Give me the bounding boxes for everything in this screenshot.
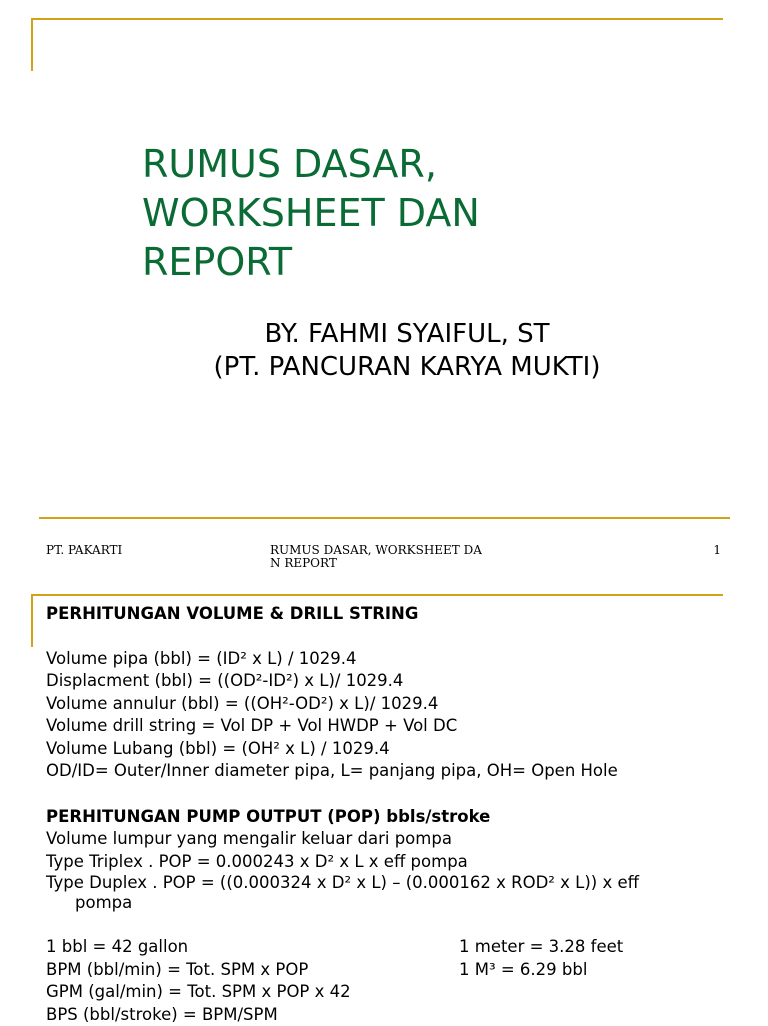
formula-line: Displacment (bbl) = ((OD²-ID²) x L)/ 1029.4	[46, 670, 736, 693]
formula-line: Type Duplex . POP = ((0.000324 x D² x L) – (0.000162 x ROD² x L)) x eff pompa	[46, 873, 695, 913]
slide1-top-rule	[32, 18, 723, 20]
slide1-footer-rule	[39, 517, 730, 519]
footer-center-line: RUMUS DASAR, WORKSHEET DA	[270, 544, 510, 557]
slide1-author	[0, 318, 768, 384]
footer-center-text	[270, 544, 510, 570]
section-heading-pump-output: PERHITUNGAN PUMP OUTPUT (POP) bbls/stroke	[46, 806, 736, 829]
formula-line: OD/ID= Outer/Inner diameter pipa, L= panjang pipa, OH= Open Hole	[46, 760, 736, 783]
slide2-left-rule	[31, 594, 33, 647]
formula-line: Volume drill string = Vol DP + Vol HWDP + Vol DC	[46, 715, 736, 738]
footer-left-text: PT. PAKARTI	[46, 544, 122, 557]
formula-line: Volume pipa (bbl) = (ID² x L) / 1029.4	[46, 648, 736, 671]
conversion-line: 1 M³ = 6.29 bbl	[459, 959, 736, 982]
author-name: BY. FAHMI SYAIFUL, ST	[0, 318, 768, 351]
formula-line: Type Triplex . POP = 0.000243 x D² x L x eff pompa	[46, 851, 736, 874]
conversion-column-right	[459, 936, 736, 1026]
title-line: WORKSHEET DAN	[142, 189, 702, 238]
section-heading-volume: PERHITUNGAN VOLUME & DRILL STRING	[46, 603, 736, 626]
conversion-line: GPM (gal/min) = Tot. SPM x POP x 42	[46, 981, 459, 1004]
formula-line: Volume annulur (bbl) = ((OH²-OD²) x L)/ 1029.4	[46, 693, 736, 716]
title-line: RUMUS DASAR,	[142, 140, 702, 189]
formula-line: Volume Lubang (bbl) = (OH² x L) / 1029.4	[46, 738, 736, 761]
conversion-table	[46, 936, 736, 1026]
slide2-content	[46, 603, 736, 1026]
conversion-line: BPM (bbl/min) = Tot. SPM x POP	[46, 959, 459, 982]
slide1-left-rule	[31, 18, 33, 71]
spacer	[46, 913, 736, 936]
spacer	[46, 783, 736, 806]
slide2-top-rule	[32, 594, 723, 596]
conversion-line: BPS (bbl/stroke) = BPM/SPM	[46, 1004, 459, 1026]
footer-center-line: N REPORT	[270, 557, 510, 570]
conversion-line: 1 meter = 3.28 feet	[459, 936, 736, 959]
conversion-column-left	[46, 936, 459, 1026]
title-line: REPORT	[142, 238, 702, 287]
author-company: (PT. PANCURAN KARYA MUKTI)	[0, 351, 768, 384]
footer-page-number: 1	[700, 544, 721, 557]
spacer	[46, 626, 736, 648]
slide1-title	[142, 140, 702, 287]
conversion-line: 1 bbl = 42 gallon	[46, 936, 459, 959]
formula-line: Volume lumpur yang mengalir keluar dari pompa	[46, 828, 736, 851]
